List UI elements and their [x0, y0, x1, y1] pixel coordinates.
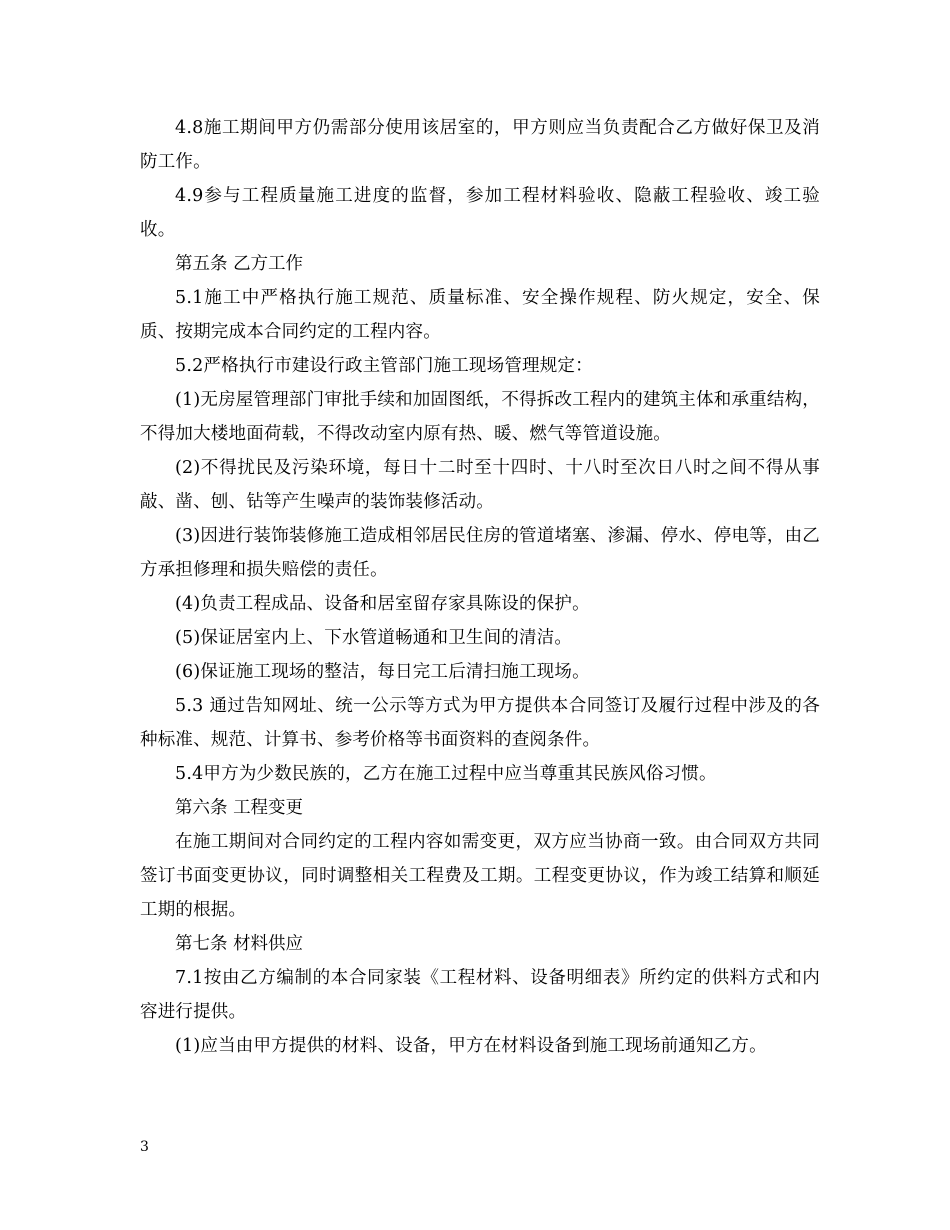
paragraph-7-1: 7.1按由乙方编制的本合同家装《工程材料、设备明细表》所约定的供料方式和内容进行提供。 — [140, 968, 820, 1022]
document-body — [140, 111, 820, 1063]
paragraph-4-8: 4.8施工期间甲方仍需部分使用该居室的，甲方则应当负责配合乙方做好保卫及消防工作。 — [140, 118, 820, 172]
section-heading-7: 第七条 材料供应 — [175, 934, 304, 954]
paragraph-5-4: 5.4甲方为少数民族的，乙方在施工过程中应当尊重其民族风俗习惯。 — [175, 764, 717, 784]
paragraph-5-2-item-6: (6)保证施工现场的整洁，每日完工后清扫施工现场。 — [175, 662, 590, 682]
paragraph-5-2-item-3: (3)因进行装饰装修施工造成相邻居民住房的管道堵塞、渗漏、停水、停电等，由乙方承担修理和损失赔偿的责任。 — [140, 526, 820, 580]
section-heading-6: 第六条 工程变更 — [175, 798, 304, 818]
paragraph-6-body: 在施工期间对合同约定的工程内容如需变更，双方应当协商一致。由合同双方共同签订书面变更协议，同时调整相关工程费及工期。工程变更协议，作为竣工结算和顺延工期的根据。 — [140, 832, 820, 920]
paragraph-5-2-item-4: (4)负责工程成品、设备和居室留存家具陈设的保护。 — [175, 594, 590, 614]
paragraph-5-2-item-1: (1)无房屋管理部门审批手续和加固图纸，不得拆改工程内的建筑主体和承重结构，不得加大楼地面荷载，不得改动室内原有热、暖、燃气等管道设施。 — [140, 390, 820, 444]
paragraph-5-2-item-5: (5)保证居室内上、下水管道畅通和卫生间的清洁。 — [175, 628, 573, 648]
paragraph-5-1: 5.1施工中严格执行施工规范、质量标准、安全操作规程、防火规定，安全、保质、按期完成本合同约定的工程内容。 — [140, 288, 820, 342]
paragraph-5-3: 5.3 通过告知网址、统一公示等方式为甲方提供本合同签订及履行过程中涉及的各种标准、规范、计算书、参考价格等书面资料的查阅条件。 — [140, 696, 820, 750]
section-heading-5: 第五条 乙方工作 — [175, 254, 304, 274]
paragraph-7-1-item-1: (1)应当由甲方提供的材料、设备，甲方在材料设备到施工现场前通知乙方。 — [175, 1036, 767, 1056]
paragraph-4-9: 4.9参与工程质量施工进度的监督，参加工程材料验收、隐蔽工程验收、竣工验收。 — [140, 186, 820, 240]
page-number: 3 — [140, 1139, 149, 1155]
paragraph-5-2: 5.2严格执行市建设行政主管部门施工现场管理规定： — [175, 356, 593, 376]
paragraph-5-2-item-2: (2)不得扰民及污染环境，每日十二时至十四时、十八时至次日八时之间不得从事敲、凿、刨、钻等产生噪声的装饰装修活动。 — [140, 458, 820, 512]
